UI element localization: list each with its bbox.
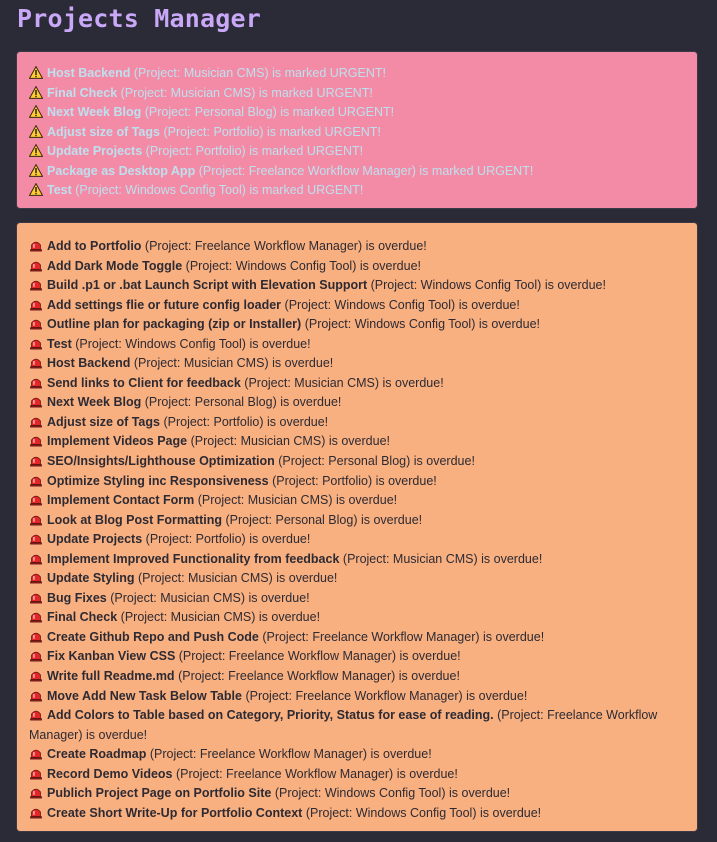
warning-icon: [29, 125, 43, 138]
alert-suffix: is overdue!: [280, 395, 342, 410]
project-close: ): [259, 414, 264, 429]
urgent-alert-item: [29, 142, 685, 162]
project-prefix: (Project:: [75, 336, 126, 351]
alert-suffix: is overdue!: [382, 375, 444, 390]
task-name: Test: [47, 183, 72, 197]
project-name: Freelance Workflow Manager: [199, 747, 363, 762]
project-prefix: (Project:: [190, 434, 241, 449]
project-name: Portfolio: [213, 124, 260, 139]
project-close: ): [251, 610, 256, 625]
task-name: Create Short Write-Up for Portfolio Context: [47, 805, 303, 820]
project-close: ): [472, 805, 477, 820]
project-prefix: (Project:: [274, 786, 325, 801]
project-name: Musician CMS: [183, 66, 265, 80]
overdue-alert-item: [29, 335, 685, 355]
alert-suffix: is marked URGENT!: [419, 163, 534, 178]
urgent-alert-item: [29, 123, 685, 143]
siren-icon: [29, 786, 43, 799]
alert-suffix: is overdue!: [249, 336, 311, 351]
project-prefix: (Project:: [149, 747, 200, 762]
alert-suffix: is overdue!: [375, 473, 437, 488]
alert-suffix: is marked URGENT!: [258, 85, 373, 100]
project-name: Freelance Workflow Manager: [228, 669, 392, 684]
task-name: Next Week Blog: [47, 395, 142, 410]
project-close: ): [268, 571, 273, 586]
project-prefix: (Project:: [304, 317, 355, 332]
alert-suffix: is overdue!: [335, 493, 398, 508]
page-title: Projects Manager: [17, 4, 262, 33]
project-name: Musician CMS: [183, 356, 265, 371]
alert-suffix: is overdue!: [370, 747, 432, 762]
urgent-alert-item: [29, 64, 685, 84]
task-name: Look at Blog Post Formatting: [47, 512, 222, 527]
project-prefix: (Project:: [145, 532, 196, 547]
task-name: Test: [47, 336, 72, 351]
warning-icon: [29, 66, 43, 79]
urgent-alert-item: [29, 84, 685, 104]
task-name: Update Projects: [47, 532, 143, 547]
project-prefix: (Project:: [342, 551, 393, 566]
overdue-alert-item: [29, 315, 685, 335]
task-name: Implement Improved Functionality from feedback: [47, 551, 340, 566]
task-name: Send links to Client for feedback: [47, 375, 241, 390]
siren-icon: [29, 689, 43, 702]
siren-icon: [29, 454, 43, 467]
project-close: ): [241, 144, 246, 158]
project-name: Portfolio: [213, 414, 260, 429]
task-name: Host Backend: [47, 356, 131, 371]
project-prefix: (Project:: [110, 590, 161, 605]
project-close: ): [374, 375, 380, 390]
urgent-alert-item: [29, 181, 685, 201]
task-name: Add Colors to Table based on Category, Priority, Status for ease of reading.: [47, 708, 494, 723]
overdue-alert-item: [29, 530, 685, 550]
project-prefix: (Project:: [245, 688, 296, 703]
warning-icon: [29, 105, 43, 118]
project-close: ): [471, 317, 476, 332]
project-prefix: (Project:: [262, 629, 313, 644]
overdue-alert-item: [29, 296, 685, 316]
warning-icon: [29, 86, 43, 99]
alert-suffix: is overdue!: [544, 278, 606, 293]
project-name: Windows Config Tool: [235, 258, 353, 273]
task-name: Adjust size of Tags: [47, 124, 160, 139]
project-prefix: (Project:: [120, 85, 171, 100]
project-prefix: (Project:: [278, 454, 329, 469]
task-name: Record Demo Videos: [47, 766, 173, 781]
project-prefix: (Project:: [178, 649, 229, 664]
project-name: Musician CMS: [160, 590, 241, 605]
overdue-alert-item: [29, 589, 685, 609]
project-prefix: (Project:: [244, 375, 295, 390]
task-name: Bug Fixes: [47, 590, 107, 605]
alert-suffix: is overdue!: [466, 688, 528, 703]
project-close: ): [411, 163, 416, 178]
project-name: Windows Config Tool: [125, 183, 242, 197]
project-prefix: (Project:: [284, 297, 335, 312]
alert-suffix: is overdue!: [86, 727, 148, 742]
task-name: Add settings flie or future config loader: [47, 297, 282, 312]
siren-icon: [29, 747, 43, 760]
alert-suffix: is marked URGENT!: [280, 105, 395, 119]
task-name: Publich Project Page on Portfolio Site: [47, 786, 272, 801]
alert-suffix: is marked URGENT!: [249, 144, 364, 158]
project-name: Windows Config Tool: [324, 786, 442, 801]
siren-icon: [29, 376, 43, 389]
overdue-alert-item: [29, 550, 685, 570]
project-name: Windows Config Tool: [420, 278, 538, 293]
siren-icon: [29, 337, 43, 350]
alert-suffix: is overdue!: [276, 571, 338, 586]
alert-suffix: is overdue!: [480, 805, 542, 820]
alert-suffix: is overdue!: [483, 629, 545, 644]
task-name: Write full Readme.md: [47, 669, 175, 684]
overdue-alert-item: [29, 237, 685, 257]
warning-icon: [29, 164, 43, 177]
overdue-alert-item: [29, 393, 685, 413]
project-prefix: (Project:: [176, 766, 227, 781]
project-name: Personal Blog: [194, 395, 273, 410]
alert-suffix: is overdue!: [481, 551, 543, 566]
task-name: Implement Videos Page: [47, 434, 188, 449]
project-close: ): [473, 551, 478, 566]
alert-suffix: is overdue!: [328, 434, 390, 449]
project-close: ): [458, 688, 463, 703]
task-name: Host Backend: [47, 66, 131, 80]
project-name: Windows Config Tool: [354, 317, 472, 332]
project-prefix: (Project:: [305, 805, 356, 820]
alert-suffix: is overdue!: [413, 454, 475, 469]
project-close: ): [475, 629, 480, 644]
siren-icon: [29, 474, 43, 487]
project-close: ): [389, 766, 394, 781]
siren-icon: [29, 649, 43, 662]
project-prefix: (Project:: [133, 356, 184, 371]
urgent-alert-item: [29, 162, 685, 182]
warning-icon: [29, 144, 43, 157]
task-name: Create Github Repo and Push Code: [47, 629, 259, 644]
alert-suffix: is overdue!: [359, 258, 421, 273]
overdue-alert-item: [29, 257, 685, 277]
siren-icon: [29, 317, 43, 330]
overdue-alert-item: [29, 374, 685, 394]
project-name: Musician CMS: [247, 493, 329, 508]
siren-icon: [29, 708, 43, 721]
alert-suffix: is overdue!: [396, 766, 458, 781]
project-prefix: (Project:: [178, 669, 229, 684]
project-close: ): [362, 747, 368, 762]
project-close: ): [441, 786, 446, 801]
alert-suffix: is overdue!: [360, 512, 423, 527]
siren-icon: [29, 259, 43, 272]
task-name: SEO/Insights/Lighthouse Optimization: [47, 454, 275, 469]
project-name: Windows Config Tool: [125, 336, 242, 351]
project-prefix: (Project:: [497, 708, 548, 723]
project-prefix: (Project:: [144, 395, 195, 410]
project-prefix: (Project:: [163, 414, 214, 429]
project-prefix: (Project:: [133, 66, 184, 80]
task-name: Add to Portfolio: [47, 239, 142, 253]
project-close: ): [240, 590, 245, 605]
overdue-alert-item: [29, 472, 685, 492]
project-name: Musician CMS: [392, 551, 474, 566]
project-prefix: (Project:: [370, 278, 421, 293]
siren-icon: [29, 669, 43, 682]
alert-suffix: is marked URGENT!: [272, 66, 386, 80]
project-name: Freelance Workflow Manager: [228, 649, 392, 664]
project-name: Personal Blog: [275, 512, 354, 527]
overdue-alert-item: [29, 667, 685, 687]
project-name: Freelance Workflow Manager: [295, 688, 459, 703]
project-name: Freelance Workflow Manager: [312, 629, 476, 644]
project-close: ): [328, 493, 333, 508]
project-name: Portfolio: [195, 144, 242, 158]
alert-suffix: is overdue!: [249, 532, 311, 547]
task-name: Add Dark Mode Toggle: [47, 258, 183, 273]
overdue-alert-item: [29, 628, 685, 648]
project-name: Portfolio: [195, 532, 242, 547]
siren-icon: [29, 767, 43, 780]
project-name: Freelance Workflow Manager: [226, 766, 390, 781]
project-name: Musician CMS: [188, 571, 269, 586]
project-close: ): [353, 512, 358, 527]
project-close: ): [391, 649, 396, 664]
project-name: Musician CMS: [170, 85, 252, 100]
project-name: Personal Blog: [328, 454, 407, 469]
project-name: Musician CMS: [170, 610, 252, 625]
alert-suffix: is overdue!: [399, 649, 461, 664]
task-name: Optimize Styling inc Responsiveness: [47, 473, 269, 488]
project-prefix: (Project:: [138, 571, 189, 586]
alert-suffix: is overdue!: [398, 669, 460, 684]
project-name: Windows Config Tool: [355, 805, 473, 820]
overdue-alert-item: [29, 687, 685, 707]
overdue-alert-item: [29, 765, 685, 785]
project-close: ): [251, 85, 256, 100]
project-prefix: (Project:: [144, 105, 195, 119]
project-close: ): [272, 395, 277, 410]
project-name: Freelance Workflow Manager: [248, 163, 412, 178]
task-name: Next Week Blog: [47, 105, 142, 119]
overdue-alert-item: [29, 276, 685, 296]
siren-icon: [29, 395, 43, 408]
siren-icon: [29, 591, 43, 604]
overdue-alert-item: [29, 432, 685, 452]
alert-suffix: is overdue!: [478, 317, 541, 332]
project-close: ): [264, 356, 269, 371]
project-name: Freelance Workflow Manager: [194, 239, 358, 253]
project-prefix: (Project:: [75, 183, 126, 197]
project-name: Musician CMS: [240, 434, 322, 449]
overdue-alerts-panel: [16, 222, 698, 832]
overdue-alert-item: [29, 511, 685, 531]
project-close: ): [357, 239, 363, 253]
overdue-alert-item: [29, 413, 685, 433]
siren-icon: [29, 532, 43, 545]
project-close: ): [537, 278, 542, 293]
project-name: Windows Config Tool: [334, 297, 452, 312]
project-close: ): [352, 258, 357, 273]
task-name: Move Add New Task Below Table: [47, 688, 242, 703]
siren-icon: [29, 552, 43, 565]
project-prefix: (Project:: [197, 493, 248, 508]
overdue-alert-item: [29, 491, 685, 511]
overdue-alert-item: [29, 784, 685, 804]
siren-icon: [29, 571, 43, 584]
alert-suffix: is marked URGENT!: [267, 124, 381, 139]
siren-icon: [29, 239, 43, 252]
project-close: ): [264, 66, 269, 80]
project-prefix: (Project:: [120, 610, 171, 625]
overdue-alert-item: [29, 804, 685, 824]
urgent-alert-item: [29, 103, 685, 123]
project-close: ): [272, 105, 277, 119]
project-prefix: (Project:: [163, 124, 214, 139]
siren-icon: [29, 415, 43, 428]
project-prefix: (Project:: [145, 144, 196, 158]
siren-icon: [29, 434, 43, 447]
project-prefix: (Project:: [144, 239, 195, 253]
project-close: ): [406, 454, 411, 469]
siren-icon: [29, 298, 43, 311]
overdue-alert-item: [29, 569, 685, 589]
alert-suffix: is overdue!: [267, 414, 329, 429]
project-close: ): [241, 183, 246, 197]
project-close: ): [241, 532, 246, 547]
task-name: Create Roadmap: [47, 747, 147, 762]
overdue-alert-item: [29, 608, 685, 628]
project-close: ): [451, 297, 456, 312]
task-name: Update Styling: [47, 571, 135, 586]
project-prefix: (Project:: [225, 512, 276, 527]
project-close: ): [367, 473, 373, 488]
task-name: Final Check: [47, 610, 118, 625]
project-prefix: (Project:: [272, 473, 323, 488]
task-name: Fix Kanban View CSS: [47, 649, 176, 664]
task-name: Package as Desktop App: [47, 163, 196, 178]
task-name: Outline plan for packaging (zip or Installer): [47, 317, 302, 332]
alert-suffix: is overdue!: [458, 297, 520, 312]
siren-icon: [29, 356, 43, 369]
siren-icon: [29, 278, 43, 291]
project-prefix: (Project:: [185, 258, 236, 273]
project-close: ): [259, 124, 264, 139]
project-close: ): [321, 434, 326, 449]
alert-suffix: is overdue!: [248, 590, 310, 605]
alert-suffix: is overdue!: [449, 786, 511, 801]
project-close: ): [78, 727, 83, 742]
warning-icon: [29, 183, 43, 196]
alert-suffix: is marked URGENT!: [249, 183, 364, 197]
alert-suffix: is overdue!: [365, 239, 427, 253]
task-name: Build .p1 or .bat Launch Script with Elevation Support: [47, 278, 368, 293]
task-name: Final Check: [47, 85, 118, 100]
siren-icon: [29, 513, 43, 526]
siren-icon: [29, 806, 43, 819]
alert-suffix: is overdue!: [258, 610, 321, 625]
siren-icon: [29, 493, 43, 506]
alert-suffix: is overdue!: [272, 356, 334, 371]
project-prefix: (Project:: [198, 163, 249, 178]
project-name: Freelance Workflow Manager: [29, 708, 658, 742]
project-close: ): [391, 669, 396, 684]
overdue-alert-item: [29, 647, 685, 667]
siren-icon: [29, 610, 43, 623]
project-name: Portfolio: [322, 473, 368, 488]
urgent-alerts-panel: [16, 51, 698, 209]
task-name: Update Projects: [47, 144, 143, 158]
siren-icon: [29, 630, 43, 643]
project-name: Musician CMS: [294, 375, 375, 390]
task-name: Adjust size of Tags: [47, 414, 160, 429]
overdue-alert-item: [29, 745, 685, 765]
project-name: Personal Blog: [194, 105, 273, 119]
task-name: Implement Contact Form: [47, 493, 195, 508]
overdue-alert-item: [29, 354, 685, 374]
project-close: ): [241, 336, 246, 351]
overdue-alert-item: [29, 706, 685, 745]
overdue-alert-item: [29, 452, 685, 472]
